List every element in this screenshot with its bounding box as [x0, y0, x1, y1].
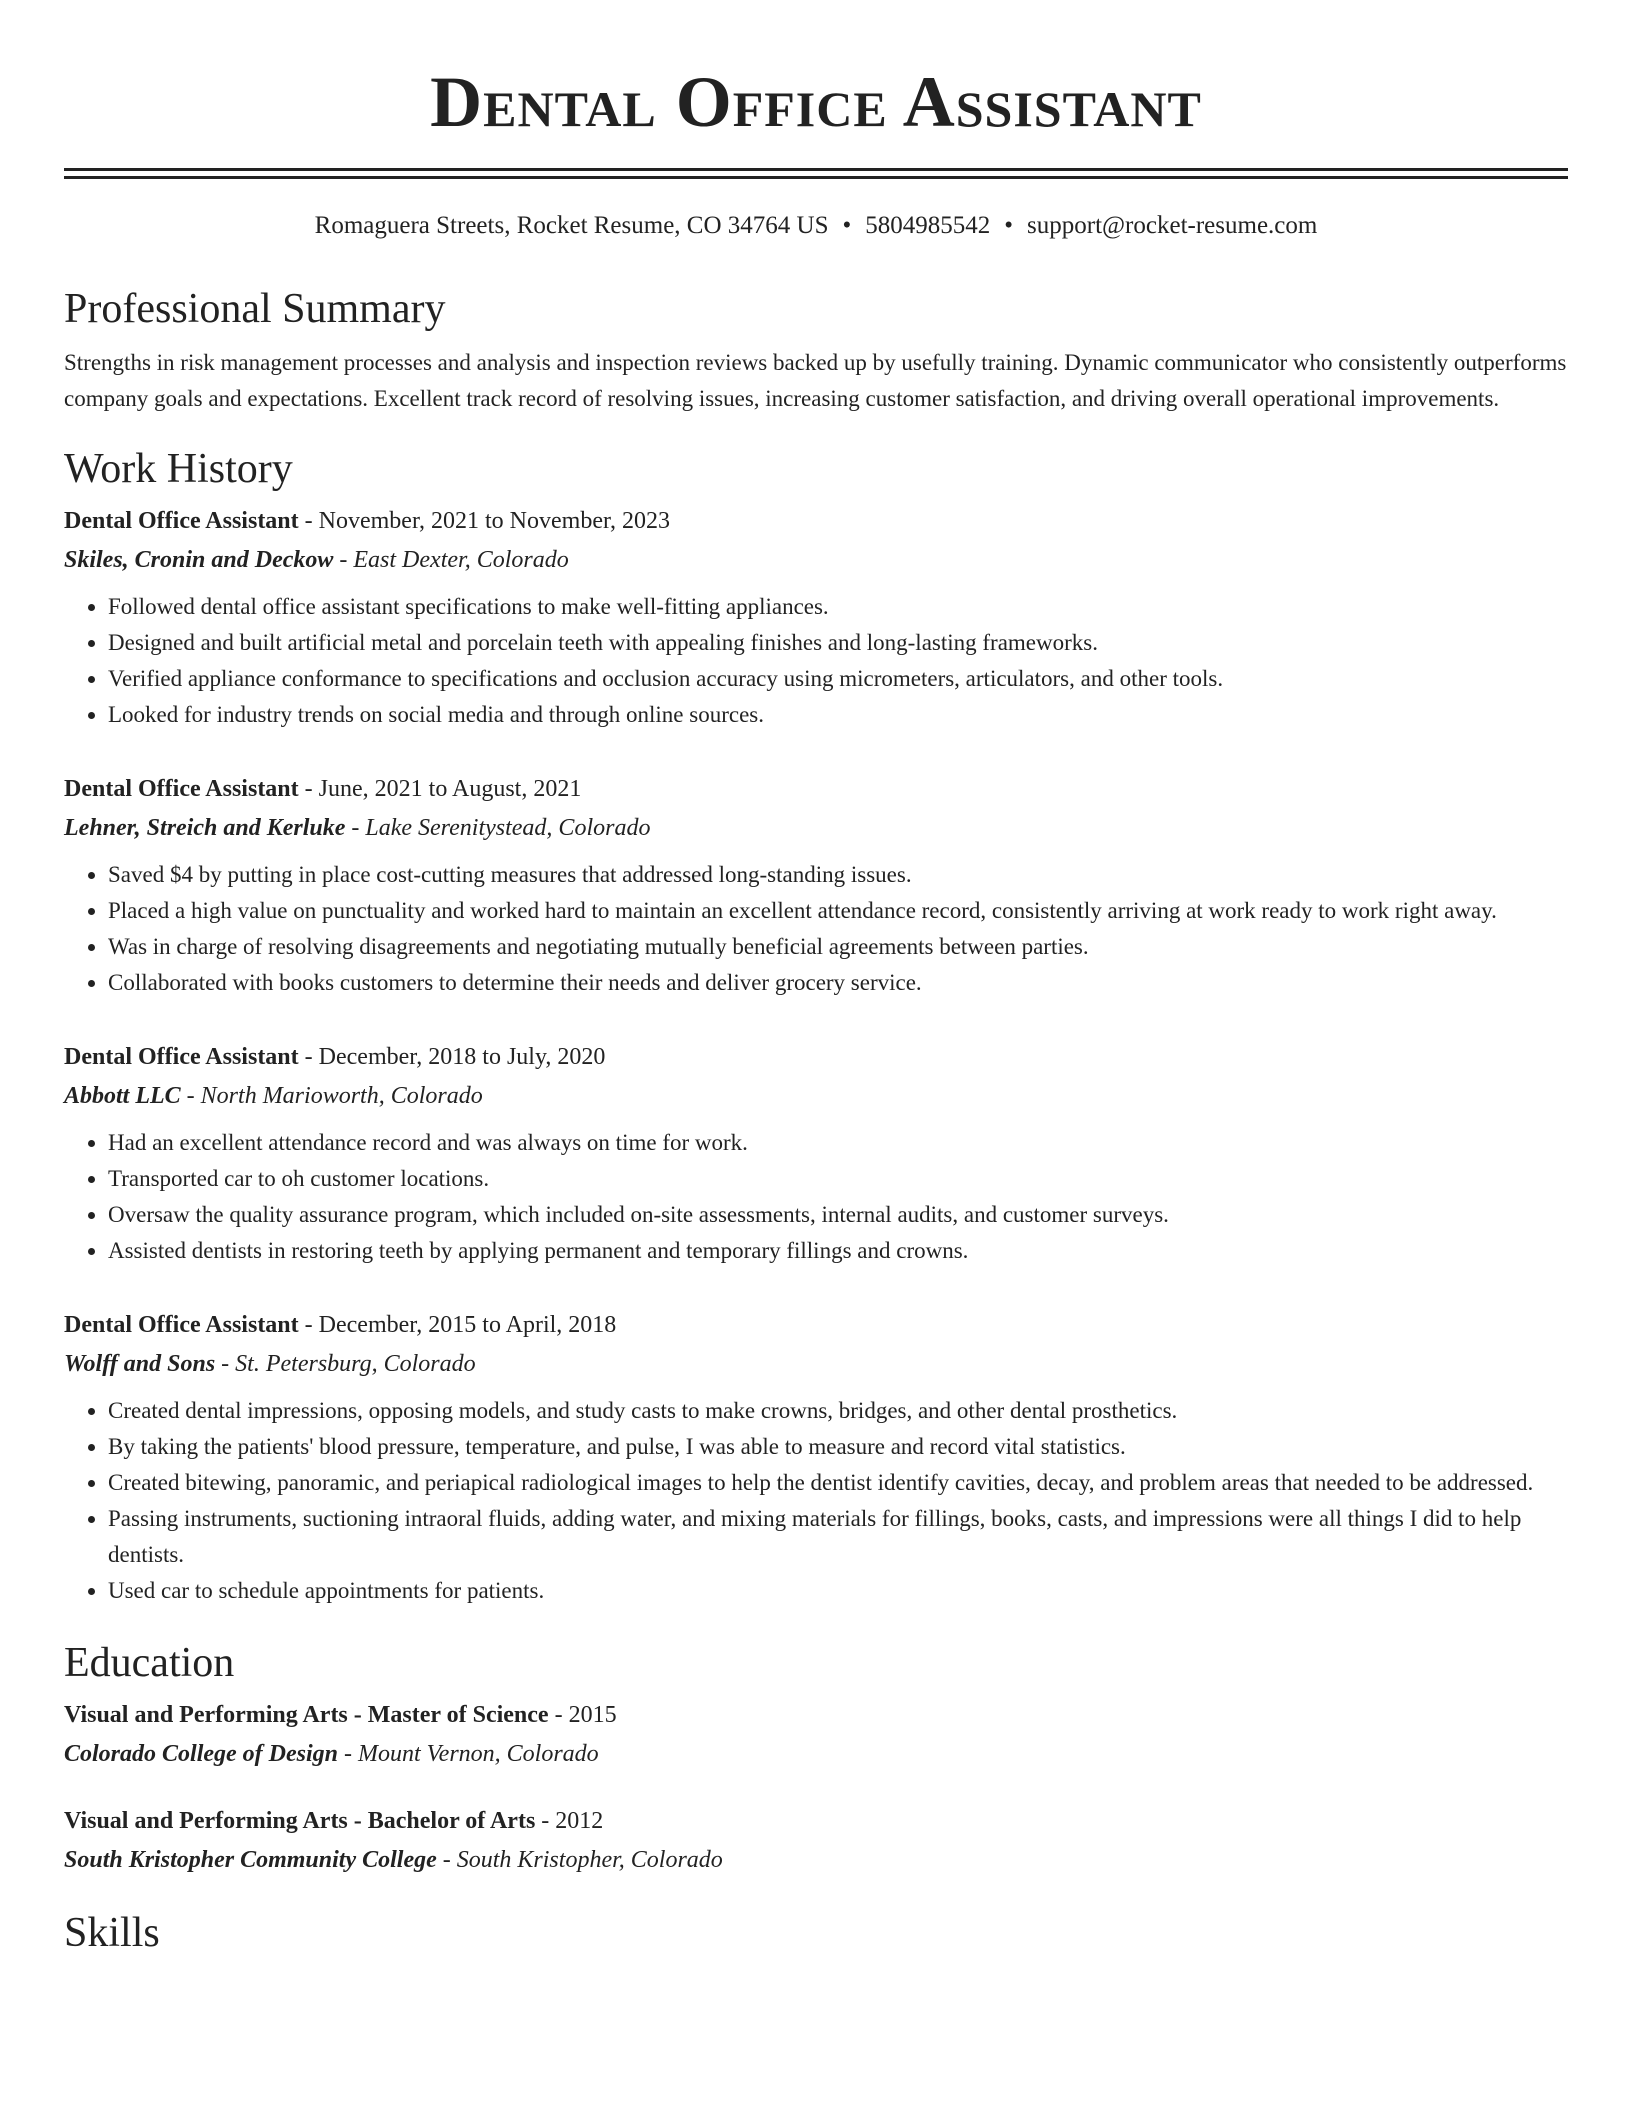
job-company-line: Lehner, Streich and Kerluke - Lake Serenitystead, Colorado [64, 815, 651, 841]
job-bullet: • Collaborated with books customers to determine their needs and deliver grocery service. [108, 965, 1568, 1001]
job-location: East Dexter, Colorado [353, 547, 569, 573]
job-bullet: • By taking the patients' blood pressure, temperature, and pulse, I was able to measure and record vital statistics. [108, 1429, 1568, 1465]
school-location: Mount Vernon, Colorado [358, 1741, 599, 1767]
job-dates: November, 2021 to November, 2023 [318, 508, 670, 534]
school: South Kristopher Community College [64, 1847, 437, 1873]
job-title-line: Dental Office Assistant - December, 2018 to July, 2020 [64, 1044, 606, 1070]
contact-email: support@rocket-resume.com [1027, 212, 1318, 239]
job-bullets [64, 857, 1568, 1001]
school-line: Colorado College of Design - Mount Vernon, Colorado [64, 1741, 599, 1767]
job-bullet: • Created dental impressions, opposing models, and study casts to make crowns, bridges, and other dental prosthetics. [108, 1393, 1568, 1429]
skills-heading: Skills [64, 1910, 160, 1956]
job-bullet: • Assisted dentists in restoring teeth by applying permanent and temporary fillings and crowns. [108, 1233, 1568, 1269]
contact-separator: • [1004, 212, 1014, 239]
job-location: St. Petersburg, Colorado [235, 1351, 476, 1377]
degree-year: 2012 [555, 1808, 604, 1834]
degree-line: Visual and Performing Arts - Bachelor of Arts - 2012 [64, 1808, 604, 1834]
summary-heading: Professional Summary [64, 286, 446, 332]
job-dates: June, 2021 to August, 2021 [318, 776, 582, 802]
job-company-line: Wolff and Sons - St. Petersburg, Colorado [64, 1351, 476, 1377]
job-company-line: Abbott LLC - North Marioworth, Colorado [64, 1083, 483, 1109]
degree: Visual and Performing Arts - Bachelor of Arts [64, 1808, 536, 1834]
summary-text: Strengths in risk management processes and analysis and inspection reviews backed up by usefully training. Dynamic communicator who consistently outperforms company goals and expectations. Excellent track record of resolving issues, increasing customer satisfaction, and driving overall operational improvements. [64, 350, 1567, 411]
job-location: North Marioworth, Colorado [200, 1083, 483, 1109]
job-title: Dental Office Assistant [64, 1044, 299, 1070]
job-bullet: • Placed a high value on punctuality and worked hard to maintain an excellent attendance record, consistently arriving at work ready to work right away. [108, 893, 1568, 929]
job-title: Dental Office Assistant [64, 776, 299, 802]
job-entry [64, 501, 1568, 733]
resume-title: Dental Office Assistant [430, 62, 1202, 142]
school: Colorado College of Design [64, 1741, 338, 1767]
job-bullet: • Used car to schedule appointments for patients. [108, 1573, 1568, 1609]
job-company: Wolff and Sons [64, 1351, 216, 1377]
job-bullet: • Verified appliance conformance to specifications and occlusion accuracy using micrometers, articulators, and other tools. [108, 661, 1568, 697]
resume-page [64, 0, 1568, 1959]
job-bullets [64, 1125, 1568, 1269]
job-dates: December, 2018 to July, 2020 [318, 1044, 606, 1070]
job-dates: December, 2015 to April, 2018 [318, 1312, 617, 1338]
job-title-line: Dental Office Assistant - December, 2015 to April, 2018 [64, 1312, 617, 1338]
education-entry [64, 1801, 1568, 1879]
work-history-heading: Work History [64, 446, 293, 492]
job-bullet: • Transported car to oh customer locations. [108, 1161, 1568, 1197]
job-title: Dental Office Assistant [64, 508, 299, 534]
job-entry [64, 769, 1568, 1001]
contact-address: Romaguera Streets, Rocket Resume, CO 34764 US [314, 212, 829, 239]
degree-year: 2015 [568, 1702, 617, 1728]
job-bullets [64, 1393, 1568, 1609]
contact-phone: 5804985542 [865, 212, 991, 239]
education-entry [64, 1695, 1568, 1773]
job-bullet: • Followed dental office assistant specifications to make well-fitting appliances. [108, 589, 1568, 625]
job-bullet: • Created bitewing, panoramic, and periapical radiological images to help the dentist identify cavities, decay, and problem areas that needed to be addressed. [108, 1465, 1568, 1501]
contact-separator: • [842, 212, 852, 239]
school-location: South Kristopher, Colorado [456, 1847, 723, 1873]
job-entry [64, 1037, 1568, 1269]
job-bullet: • Passing instruments, suctioning intraoral fluids, adding water, and mixing materials for fillings, books, casts, and impressions were all things I did to help dentists. [108, 1501, 1568, 1573]
job-bullet: • Saved $4 by putting in place cost-cutting measures that addressed long-standing issues. [108, 857, 1568, 893]
school-line: South Kristopher Community College - South Kristopher, Colorado [64, 1847, 723, 1873]
job-entry [64, 1305, 1568, 1609]
job-bullets [64, 589, 1568, 733]
job-company: Lehner, Streich and Kerluke [64, 815, 346, 841]
job-title: Dental Office Assistant [64, 1312, 299, 1338]
job-title-line: Dental Office Assistant - November, 2021 to November, 2023 [64, 508, 670, 534]
degree-line: Visual and Performing Arts - Master of Science - 2015 [64, 1702, 617, 1728]
job-bullet: • Oversaw the quality assurance program, which included on-site assessments, internal audits, and customer surveys. [108, 1197, 1568, 1233]
job-bullet: • Looked for industry trends on social media and through online sources. [108, 697, 1568, 733]
degree: Visual and Performing Arts - Master of Science [64, 1702, 549, 1728]
job-company: Skiles, Cronin and Deckow [64, 547, 334, 573]
education-heading: Education [64, 1640, 235, 1686]
job-company: Abbott LLC [64, 1083, 181, 1109]
job-bullet: • Was in charge of resolving disagreements and negotiating mutually beneficial agreements between parties. [108, 929, 1568, 965]
title-double-rule [64, 168, 1568, 179]
contact-line [64, 209, 1568, 243]
job-title-line: Dental Office Assistant - June, 2021 to August, 2021 [64, 776, 582, 802]
job-bullet: • Had an excellent attendance record and was always on time for work. [108, 1125, 1568, 1161]
job-bullet: • Designed and built artificial metal and porcelain teeth with appealing finishes and long-lasting frameworks. [108, 625, 1568, 661]
job-company-line: Skiles, Cronin and Deckow - East Dexter, Colorado [64, 547, 569, 573]
job-location: Lake Serenitystead, Colorado [365, 815, 651, 841]
